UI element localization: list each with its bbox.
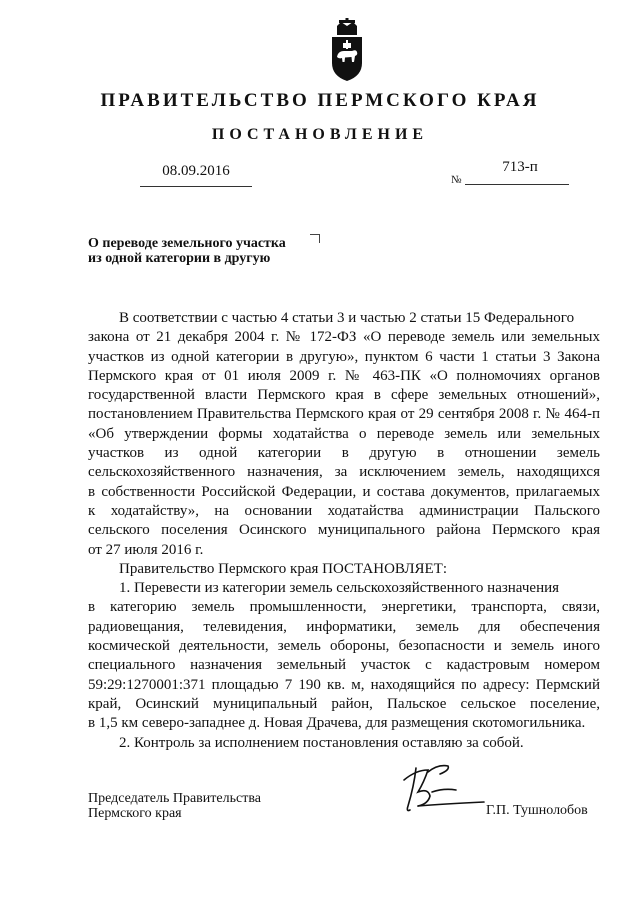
number-sign: № [451,174,462,186]
document-number: 713-п [502,159,538,175]
body-line: 59:29:1270001:371 площадью 7 190 кв. м, находящийся по адресу: Пермский [88,676,600,693]
handwritten-signature-icon [398,762,488,822]
body-line: 1. Перевести из категории земель сельскохозяйственного назначения [119,580,560,597]
coat-of-arms-icon [326,18,368,82]
body-line: участков из одной категории в другую в отношении земель [88,445,600,462]
government-title: ПРАВИТЕЛЬСТВО ПЕРМСКОГО КРАЯ [100,90,540,111]
signatory-title [88,791,261,821]
subject-line-1: О переводе земельного участка [88,236,286,251]
body-line: постановлением Правительства Пермского края от 29 сентября 2008 г. № 464-п [88,406,600,423]
number-underline [465,184,569,185]
body-line: закона от 21 декабря 2004 г. № 172-ФЗ «О переводе земель или земельных [88,329,600,346]
body-line: от 27 июля 2016 г. [88,541,204,558]
body-line: сельскохозяйственного назначения, за исключением земель, находящихся [88,464,600,481]
body-line: участков из одной категории в другую», пунктом 6 части 1 статьи 3 Закона [88,348,600,365]
document-date: 08.09.2016 [162,163,230,179]
body-line: космической деятельности, земель обороны, безопасности и земель иного [88,638,600,655]
body-line: В соответствии с частью 4 статьи 3 и частью 2 статьи 15 Федерального [119,310,575,326]
body-line: сельского поселения Осинского муниципального района Пермского края [88,522,600,539]
body-line: в 1,5 км северо-западнее д. Новая Драчева, для размещения скотомогильника. [88,715,586,732]
document-body [88,309,600,753]
body-line: Правительство Пермского края ПОСТАНОВЛЯЕТ: [119,560,448,577]
signatory-name: Г.П. Тушнолобов [486,803,588,818]
date-underline [140,186,252,187]
body-line: государственной власти Пермского края в сфере земельных отношений», [88,387,600,404]
body-line: «Об утверждении формы ходатайства о переводе земель или земельных [88,425,600,442]
body-line: край, Осинский муниципальный район, Пальское сельское поселение, [88,695,600,712]
document-type: ПОСТАНОВЛЕНИЕ [211,126,429,143]
body-line: специального назначения земельный участок с кадастровым номером [88,657,600,674]
document-subject [88,236,286,266]
body-line: Пермского края от 01 июля 2009 г. № 463-ПК «О полномочиях органов [88,367,600,384]
body-line: 2. Контроль за исполнением постановления оставляю за собой. [119,734,524,751]
signatory-title-line-2: Пермского края [88,806,182,821]
subject-bracket-mark [310,234,320,243]
body-line: к ходатайству», на основании ходатайства администрации Пальского [88,502,600,519]
body-line: в собственности Российской Федерации, и состава документов, прилагаемых [88,483,600,500]
subject-line-2: из одной категории в другую [88,251,271,266]
body-line: в категорию земель промышленности, энергетики, транспорта, связи, [88,599,600,616]
signatory-title-line-1: Председатель Правительства [88,791,261,806]
body-line: радиовещания, телевидения, информатики, земель для обеспечения [88,618,600,635]
